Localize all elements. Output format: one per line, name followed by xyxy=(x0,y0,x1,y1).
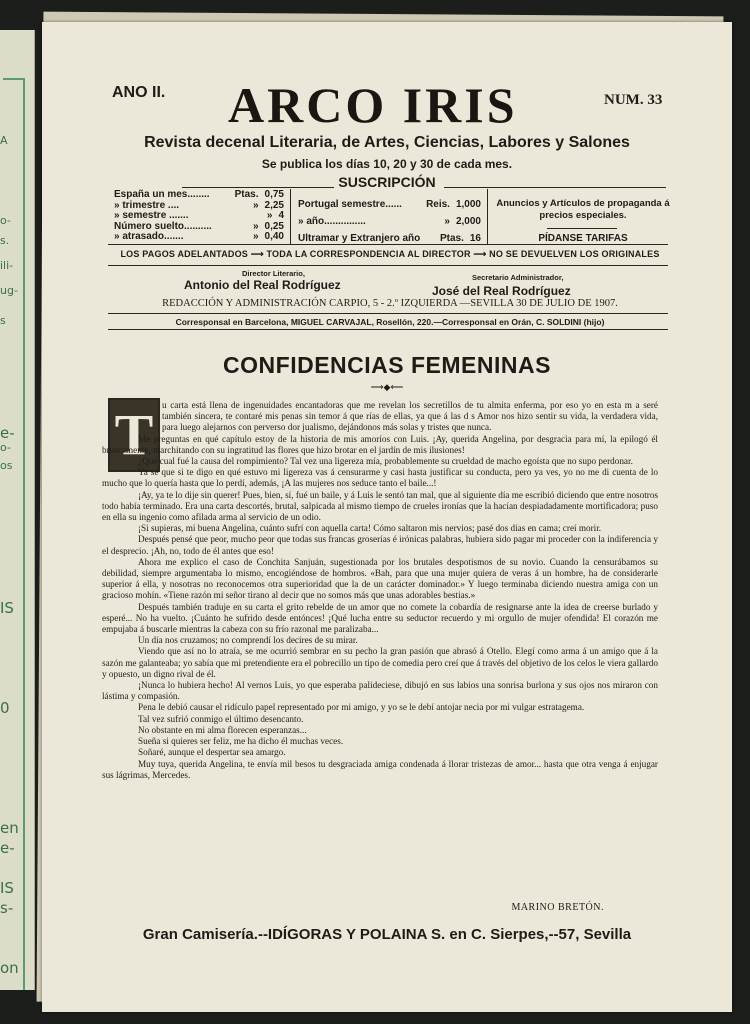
left-page-fragment: en xyxy=(0,819,19,837)
left-page-fragment: 0 xyxy=(0,699,10,717)
article-paragraph: Soñaré, aunque el despertar sea amargo. xyxy=(138,747,286,758)
rule xyxy=(108,265,668,266)
adjacent-page-edge xyxy=(0,30,35,990)
article-paragraph: ¡Nunca lo hubiera hecho! Al vernos Luis, yo que esperaba palideciese, dibujó en sus labios una sonrisa burlona y sus ojos nos miraron con lástima y compasión. xyxy=(102,680,658,702)
price-value-group xyxy=(444,213,481,230)
rule xyxy=(108,313,668,314)
correspondents: Corresponsal en Barcelona, MIGUEL CARVAJAL, Rosellón, 220.—Corresponsal en Orán, C. SOLDINI (hijo) xyxy=(175,317,605,327)
article-paragraph: u carta está llena de ingenuidades encantadoras que me revelan los secretillos de tu almita enferma, por eso yo en esta m a seré también sincera, te contaré mis penas sin temor á que rías de ellas, ya que á las d s Amor nos hizo sentir su vida, la verdadera vida, para luego alejarnos con perverso dor jualismo, dejándonos más solas y tristes que nunca. xyxy=(162,400,658,433)
drop-cap: T xyxy=(108,398,160,472)
left-page-fragment: o- xyxy=(0,214,11,227)
price-value: 16 xyxy=(469,233,481,244)
price-unit: » xyxy=(252,220,259,232)
article-paragraph: ¡Si supieras, mi buena Angelina, cuánto sufrí con aquella carta! Cómo saltaron mis nervios; pasé dos días en cama; creí morir. xyxy=(138,523,602,534)
left-page-fragment: s- xyxy=(0,899,14,917)
left-page-fragment: e- xyxy=(0,424,15,442)
ads-box-cta: PÍDANSE TARIFAS xyxy=(538,233,628,244)
publication-frequency: Se publica los días 10, 20 y 30 de cada mes. xyxy=(261,157,513,171)
price-value-group xyxy=(253,232,284,243)
director-name: Antonio del Real Rodríguez xyxy=(184,278,341,292)
left-page-fragment: o- xyxy=(0,441,11,454)
article-paragraph: Ya sé que si te digo en qué estuvo mi ligereza vas á censurarme y casi hasta justificar su conducta, pero ya ves, yo no me di cuenta de lo mucho que lo quería hasta que lo perdí, además, ¡A las mujeres nos seduce tanto el baile...! xyxy=(102,467,658,489)
price-unit: » xyxy=(266,210,273,221)
price-label: » atrasado....... xyxy=(114,231,184,242)
prices-foreign xyxy=(298,196,481,247)
article-paragraph: ¡Ay, ya te lo dije sin querer! Pues, bien, sí, fué un baile, y á Luis le sentó tan mal, que al siguiente día me escribió diciendo que entre nosotros todo había terminado. Era una carta descortés, brutal, salpicada al mismo tiempo de crueles ironías que la hacían despiadadamente mortificadora; puso en ella su ingenio como afilada arma al servicio de un odio. xyxy=(102,489,658,523)
left-page-fragment: s xyxy=(0,314,6,327)
left-page-fragment: A xyxy=(0,134,8,147)
article-paragraph: Un día nos cruzamos; no comprendí los decires de su mirar. xyxy=(138,635,358,646)
left-page-fragment: e- xyxy=(0,839,15,857)
article-paragraph: Sueña si quieres ser feliz, me ha dicho él muchas veces. xyxy=(138,736,344,747)
admin-name: José del Real Rodríguez xyxy=(432,284,571,298)
ads-box-rule xyxy=(547,228,617,229)
price-value: 2,000 xyxy=(455,216,481,227)
article-title: CONFIDENCIAS FEMENINAS xyxy=(223,352,551,378)
left-page-fragment: on xyxy=(0,959,19,977)
article-paragraph: Me preguntas en qué capítulo estoy de la historia de mis amoríos con Luis. ¡Ay, querida Angelina, por desgracia para mí, la epilogó él bruscamente, marchitando con su ingratitud las flores que hizo brotar en el jardín de mis ilusiones! xyxy=(102,433,658,455)
newspaper-page xyxy=(42,22,732,1012)
prices-spain xyxy=(114,190,284,243)
masthead-title: ARCO IRIS xyxy=(228,77,518,133)
footer-advertisement: Gran Camisería.--IDÍGORAS Y POLAINA S. en C. Sierpes,--57, Sevilla xyxy=(142,926,632,943)
admin-role: Secretario Administrador, xyxy=(472,273,564,282)
price-value: 2,25 xyxy=(264,199,284,211)
price-unit: Ptas. xyxy=(439,233,464,244)
price-unit: Ptas. xyxy=(234,189,259,200)
price-row xyxy=(298,196,481,213)
subscription-title: SUSCRIPCIÓN xyxy=(338,174,436,190)
price-unit: » xyxy=(252,199,259,211)
price-value: 0,40 xyxy=(264,231,284,242)
price-label: » año............... xyxy=(298,216,366,227)
price-value: 0,75 xyxy=(264,189,284,200)
article-paragraph: Viendo que así no lo atraía, se me ocurrió sembrar en su pecho la gran pasión que abrasó á Otello. Elegí como arma á un amigo que á la sazón me galanteaba; yo sabía que mi pretendiente era el pobrecillo un tipo de comedia pero creí que á través del objetivo de los celos le viera gallardo y opuesto, un digno rival de él. xyxy=(102,646,658,679)
subtitle: Revista decenal Literaria, de Artes, Ciencias, Labores y Salones xyxy=(144,134,630,151)
rule xyxy=(108,244,668,245)
rule-right xyxy=(444,187,666,188)
left-page-fragment: s. xyxy=(0,234,10,247)
price-label: España un mes........ xyxy=(114,189,210,200)
price-row xyxy=(114,190,284,201)
rule xyxy=(108,329,668,330)
left-page-fragment: IS xyxy=(0,599,14,617)
price-value: 0,25 xyxy=(264,220,284,232)
ads-box-text: Anuncios y Artículos de propaganda á precios especiales. xyxy=(496,198,670,221)
left-page-fragment: IS xyxy=(0,879,14,897)
left-page-fragment: os xyxy=(0,459,13,472)
price-label: Portugal semestre...... xyxy=(298,199,402,210)
redaction-address: REDACCIÓN Y ADMINISTRACIÓN CARPIO, 5 - 2.º IZQUIERDA —SEVILLA 30 DE JULIO DE 1907. xyxy=(162,298,618,309)
price-label: Ultramar y Extranjero año xyxy=(298,233,421,244)
price-label: » semestre ....... xyxy=(114,210,189,221)
article-paragraph: No obstante en mi alma florecen esperanzas... xyxy=(138,724,307,735)
price-row xyxy=(298,213,481,230)
issue-number: NUM. 33 xyxy=(604,92,663,108)
article-paragraph: Ahora me explico el caso de Conchita Sanjuán, sugestionada por los brutales despotismos de su novio. Cuando la censurábamos su debilidad, siempre argumentaba lo mismo, encogiéndose de hombros. «Bah, para que una mujer quiera de veras á un hombre, ha de considerarle superior á ella, y nosotras no reconocemos otra superioridad que la de un carácter dominador.» Y luego terminaba diciendo nuestra amiga con un gracioso mohín. «Tiene razón mi señor tirano al decir que no somos más que unas adorables bestias.» xyxy=(102,556,658,601)
director-role: Director Literario, xyxy=(242,269,305,278)
article-paragraph: Pena le debió causar el ridículo papel representado por mi amigo, y yo se le debí antojar necia por mi vulgar estratagema. xyxy=(138,702,585,713)
price-label: Número suelto.......... xyxy=(114,220,212,232)
article-paragraph: ¿Qué cual fué la causa del rompimiento? Tal vez una ligereza mía, probablemente su crueldad de macho egoísta que no supo perdonar. xyxy=(138,456,633,467)
price-value: 4 xyxy=(278,210,284,221)
price-row xyxy=(114,232,284,243)
left-page-fragment: ili- xyxy=(0,259,14,272)
column-divider xyxy=(487,189,488,244)
article-body xyxy=(102,400,658,781)
article-signature: MARINO BRETÓN. xyxy=(511,902,604,913)
price-unit: » xyxy=(252,231,259,242)
price-label: » trimestre .... xyxy=(114,199,180,211)
title-ornament: ⟶◆⟵ xyxy=(370,382,404,392)
price-unit: » xyxy=(444,216,450,227)
year-label: ANO II. xyxy=(112,84,166,101)
article-paragraph: Después también traduje en su carta el grito rebelde de un amor que no comete la cobardía de resignarse ante la idea de creerse burlado y esperé... No ha vuelto. ¡Cuánto he sufrido desde entónces! ¡Qué lucha entre su seductor recuerdo y mi orgullo de mujer ofendida! El corazón me empujaba á buscarle mientras la cabeza con su frío razonal me paralizaba... xyxy=(102,601,658,635)
column-divider xyxy=(290,189,291,244)
article-paragraph: Después pensé que peor, mucho peor que todas sus francas groserías é irónicas palabras, hubiera sido pagar mi proceder con la indiferencia y el desprecio. ¡Ah, no, todo de él antes que eso! xyxy=(102,534,658,556)
article-paragraph: Tal vez sufrió conmigo el último desencanto. xyxy=(138,713,304,724)
price-value: 1,000 xyxy=(455,199,481,210)
price-value-group xyxy=(426,196,481,213)
price-unit: Reis. xyxy=(426,199,450,210)
article-paragraph: Muy tuya, querida Angelina, te envía mil besos tu desgraciada amiga condenada á llorar tristezas de amor... hasta que otra venga á enjugar sus lágrimas, Mercedes. xyxy=(102,758,658,780)
payment-notice: LOS PAGOS ADELANTADOS ⟶ TODA LA CORRESPONDENCIA AL DIRECTOR ⟶ NO SE DEVUELVEN LOS ORIGINALES xyxy=(120,249,660,259)
price-row xyxy=(114,211,284,222)
left-page-fragment: ug- xyxy=(0,284,18,297)
